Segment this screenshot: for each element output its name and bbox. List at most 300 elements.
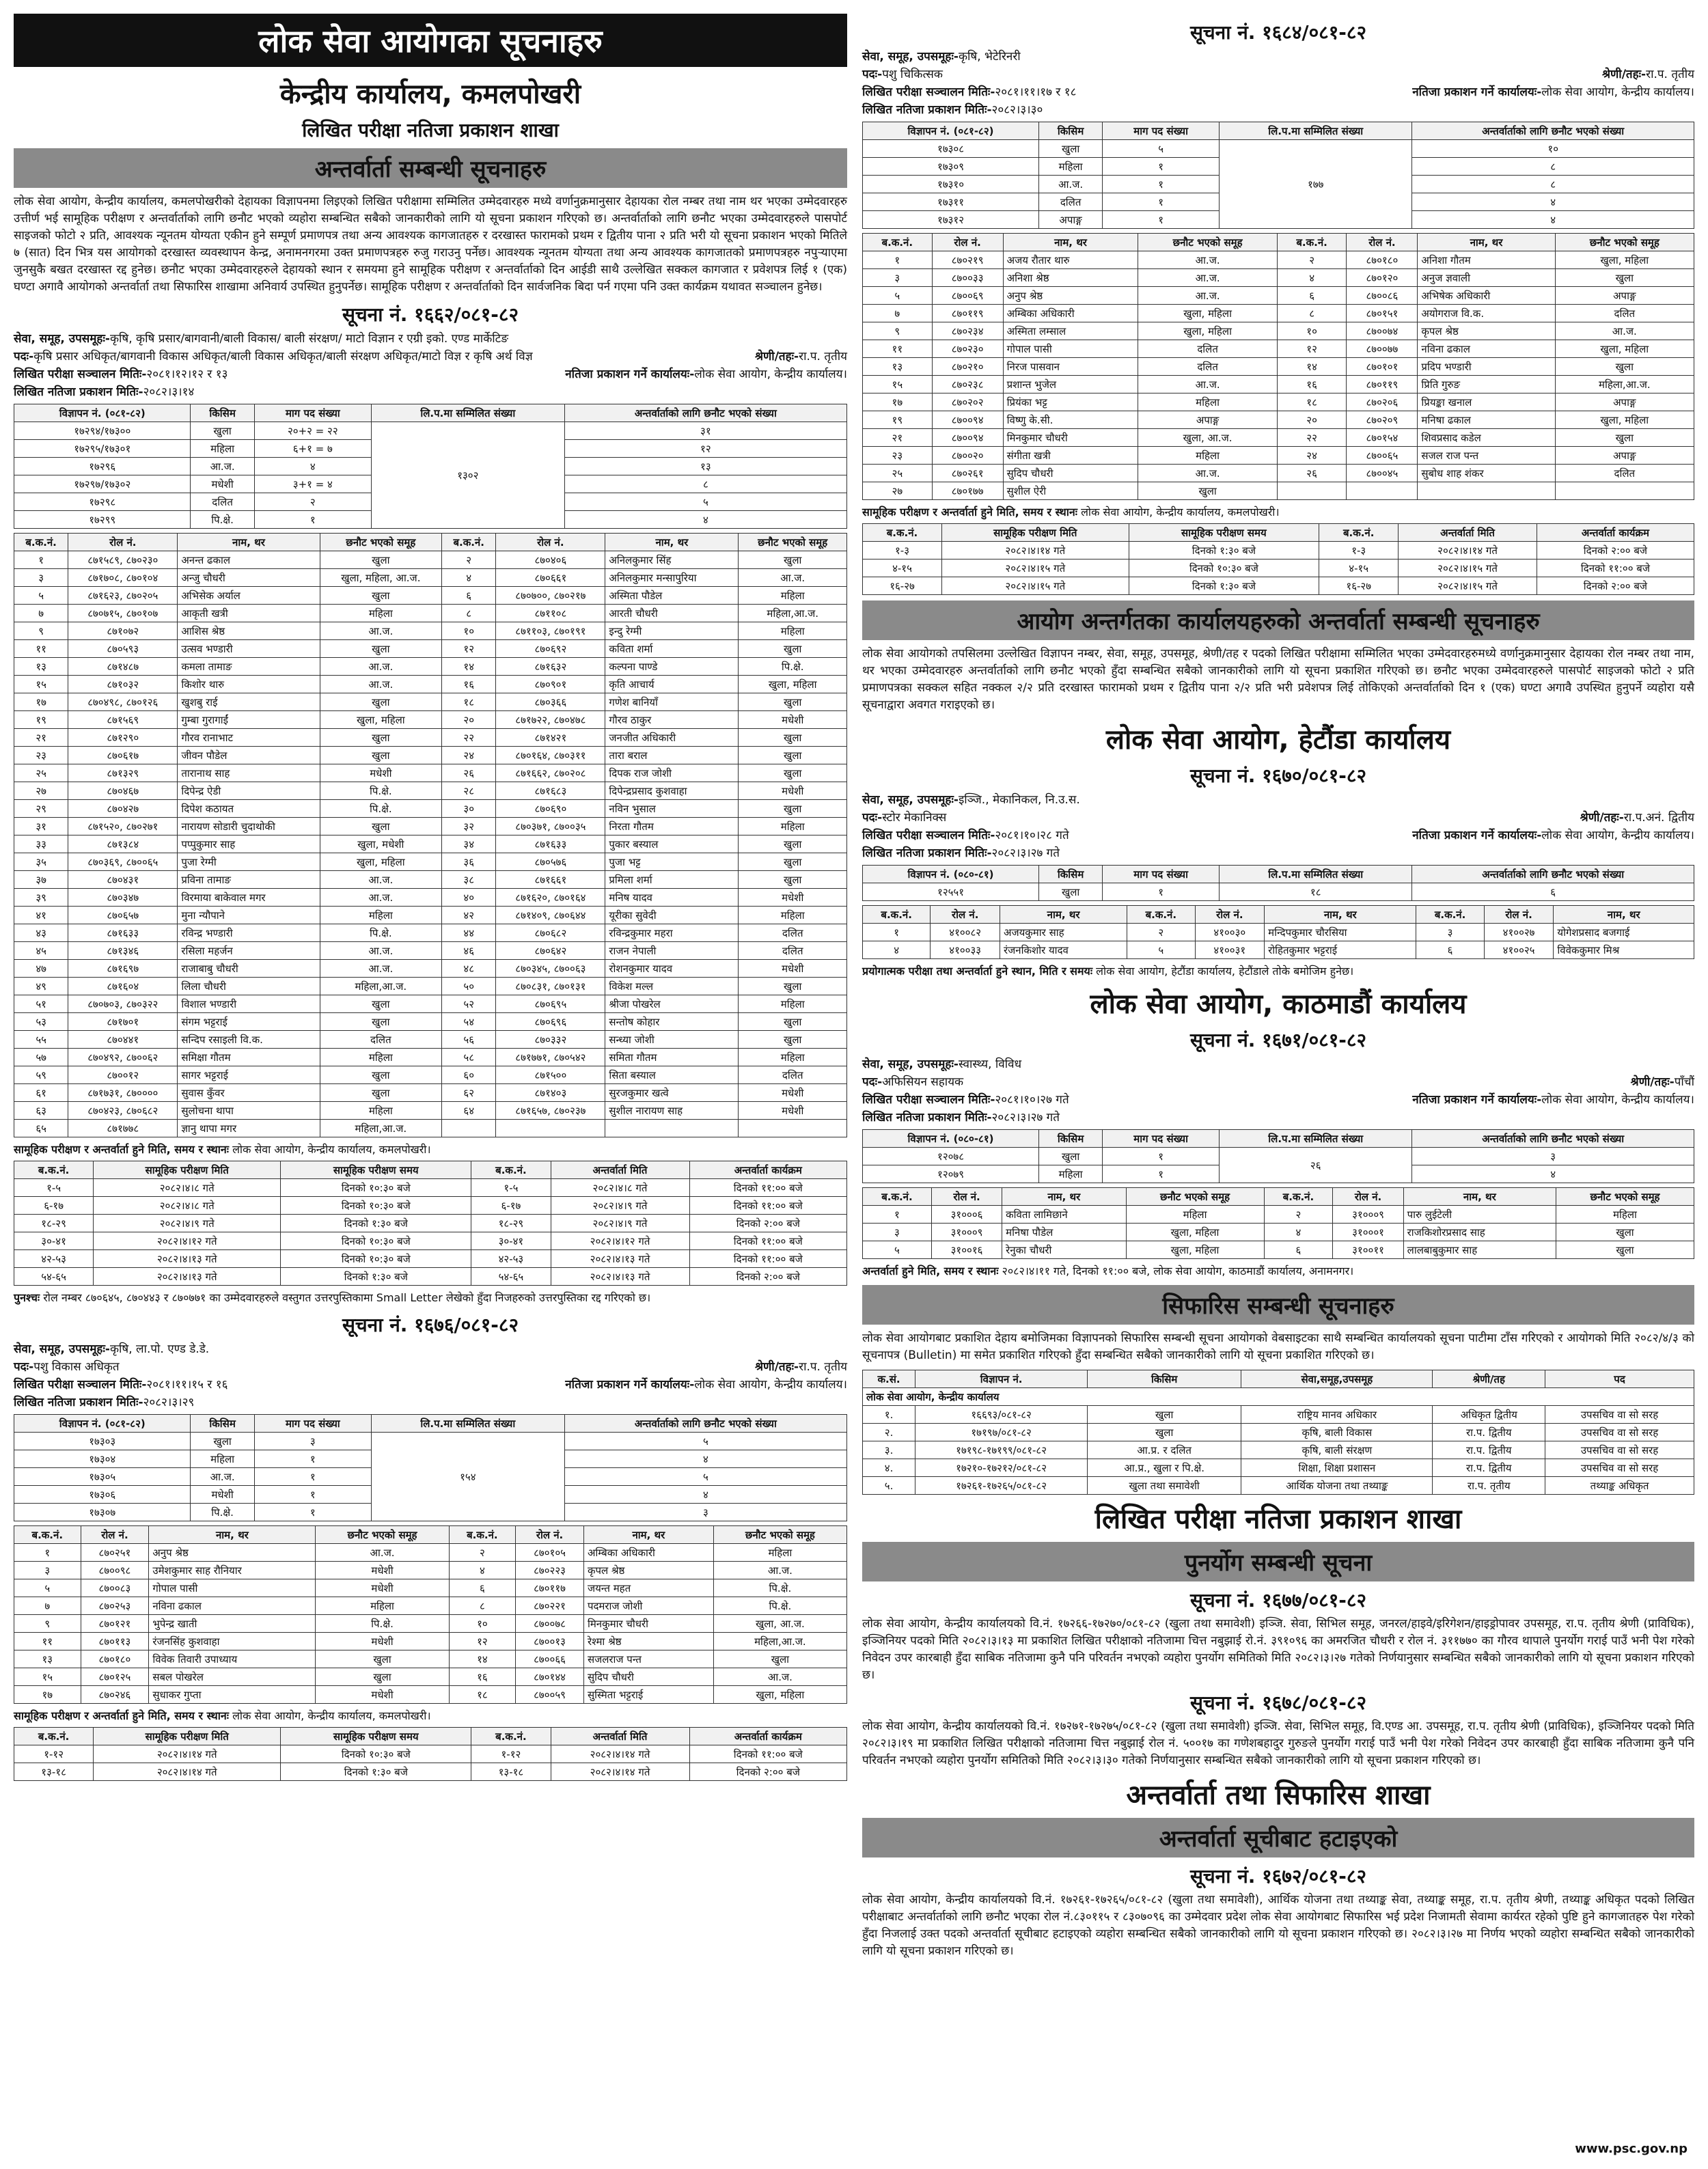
candidate-cell: २० bbox=[442, 711, 496, 729]
exam-date-value: २०८१।१२।१२ र १३ bbox=[146, 368, 228, 381]
schedule-cell: ४-१५ bbox=[863, 559, 942, 577]
candidate-cell: अपाङ्ग bbox=[1555, 393, 1694, 411]
candidate-row bbox=[14, 1562, 847, 1579]
schedule-cell: ४-१५ bbox=[1319, 559, 1399, 577]
schedule-header-cell: सामूहिक परीक्षण मिति bbox=[94, 1161, 281, 1179]
recommend-cell: उपसचिव वा सो सरह bbox=[1545, 1424, 1694, 1441]
candidate-cell: ३१०००६ bbox=[931, 1206, 1002, 1224]
candidate-row bbox=[14, 1597, 847, 1615]
candidate-cell: ८७०४९२, ८७००६२ bbox=[68, 1049, 178, 1066]
candidate-cell: सन्ध्या जोशी bbox=[605, 1031, 739, 1049]
candidate-cell: ९ bbox=[863, 322, 933, 340]
candidate-cell: खुला bbox=[320, 1013, 441, 1031]
publisher-field bbox=[1412, 827, 1694, 844]
candidate-cell: कविता शर्मा bbox=[605, 640, 739, 658]
candidate-cell: २ bbox=[1264, 1206, 1333, 1224]
result-date-value: २०८२।३।३० bbox=[991, 103, 1043, 117]
candidate-cell: ६३ bbox=[14, 1102, 68, 1120]
recommend-header-row bbox=[863, 1370, 1694, 1388]
advert-header-cell: लि.प.मा सम्मिलित संख्या bbox=[371, 404, 564, 422]
recommend-cell: उपसचिव वा सो सरह bbox=[1545, 1406, 1694, 1424]
candidate-cell: ७ bbox=[14, 1597, 81, 1615]
notice-meta-row bbox=[14, 1376, 847, 1394]
candidate-cell: अनुज ज्ञवाली bbox=[1418, 269, 1555, 287]
candidate-cell: १३ bbox=[863, 358, 933, 376]
candidate-header-cell: छनौट भएको समूह bbox=[739, 534, 847, 551]
candidate-cell: प्रविना तामाङ bbox=[178, 871, 320, 889]
candidate-header-cell: नाम, थर bbox=[1554, 906, 1694, 924]
candidate-cell: ज्ञानु थापा मगर bbox=[178, 1120, 320, 1137]
candidate-cell: सुदिप चौधरी bbox=[583, 1668, 713, 1686]
candidate-cell: १ bbox=[14, 551, 68, 569]
candidate-header-cell: ब.क.नं. bbox=[1127, 906, 1195, 924]
advert-table bbox=[14, 404, 847, 529]
schedule-cell: २०८२।४।१२ गते bbox=[94, 1232, 281, 1250]
class-value: रा.प. तृतीय bbox=[1646, 68, 1694, 81]
candidate-cell: ४८ bbox=[442, 960, 496, 978]
candidate-cell: २६ bbox=[1277, 465, 1347, 482]
schedule-cell: दिनको ११:०० बजे bbox=[689, 1745, 846, 1763]
recommend-cell: ३. bbox=[863, 1441, 915, 1459]
candidate-row bbox=[14, 676, 847, 693]
schedule-cell: १८-२९ bbox=[14, 1215, 94, 1232]
candidate-row bbox=[14, 693, 847, 711]
candidate-cell: ३५ bbox=[14, 853, 68, 871]
candidate-cell: १९ bbox=[863, 411, 933, 429]
candidate-cell: १ bbox=[863, 1206, 932, 1224]
candidate-cell: ८७००५९ bbox=[516, 1686, 584, 1704]
candidate-cell: ३ bbox=[863, 269, 933, 287]
candidate-cell: खुला, मधेशी bbox=[320, 835, 441, 853]
candidate-cell: सुस्मिता भट्टराई bbox=[583, 1686, 713, 1704]
removed-number: सूचना नं. १६७२/०८१-८२ bbox=[1189, 1865, 1367, 1888]
candidate-cell: ३२ bbox=[442, 818, 496, 835]
candidate-cell: प्रियङ्का खनाल bbox=[1418, 393, 1555, 411]
candidate-cell: ३१०००१ bbox=[1333, 1224, 1403, 1241]
advert-cell: १२०७९ bbox=[863, 1165, 1039, 1183]
candidate-row bbox=[14, 587, 847, 605]
schedule-cell: ४२-५३ bbox=[471, 1250, 551, 1268]
service-field bbox=[14, 330, 508, 348]
candidate-row bbox=[14, 1066, 847, 1084]
candidate-cell: ८७००३३ bbox=[932, 269, 1003, 287]
candidate-cell: १३ bbox=[14, 1650, 81, 1668]
recommend-cell: ५. bbox=[863, 1477, 915, 1495]
advert-header-cell: अन्तर्वार्ताको लागि छनौट भएको संख्या bbox=[564, 1415, 846, 1433]
schedule-cell: ६-१७ bbox=[471, 1197, 551, 1215]
candidate-cell: ८७०६६१ bbox=[496, 569, 605, 587]
advert-header-cell: किसिम bbox=[1039, 122, 1103, 140]
candidate-cell: खुला, महिला bbox=[1126, 1224, 1264, 1241]
result-date-field bbox=[862, 844, 1694, 862]
candidate-cell: ५ bbox=[863, 1241, 932, 1259]
candidate-header-cell: रोल नं. bbox=[1347, 234, 1418, 251]
candidate-row bbox=[863, 482, 1694, 500]
candidate-header-cell: रोल नं. bbox=[81, 1526, 149, 1544]
candidate-cell: सुवास कुँवर bbox=[178, 1084, 320, 1102]
post-value: अफिसियन सहायक bbox=[882, 1075, 964, 1089]
schedule-cell: दिनको ११:०० बजे bbox=[689, 1232, 846, 1250]
offices-intro: लोक सेवा आयोगको तपसिलमा उल्लेखित विज्ञापन नम्बर, सेवा, समूह, उपसमूह, श्रेणी/तह र पदको लिखित परीक्षामा सम्मिलित भएका उम्मेदवारहरुमध्ये वर्णानुक्रमानुसार देहायका रोल नम्बर तथा नाम, थर भएका उम्मेदवारहरु अन्तर्वार्ताको लागि छनौट भएको हुँदा सम्बन्धित सबैको जानकारीको लागि यो सूचना प्रकाशित गरिएको छ। छनौट भएका उम्मेदवारहरुले पासपोर्ट साइजको फोटो २ प्रति प्रमाणपत्रका सक्कल सहित नक्कल २/२ प्रति दरखास्त फारामको प्रथम र द्वितीय पाना २/२ प्रति भरी प्रवेशपत्र लिई तोकिएको अन्तर्वार्ताको दिन १ (एक) घण्टा अगावै उपस्थित हुनुपर्ने व्यहोरा यसै सूचनाद्वारा अवगत गराइएको छ। bbox=[862, 647, 1694, 712]
recommend-cell: १७२६१-१७२६५/०८१-८२ bbox=[915, 1477, 1088, 1495]
advert-cell: १ bbox=[254, 1504, 371, 1521]
advert-header-cell: विज्ञापन नं. (०८०-८१) bbox=[863, 866, 1039, 883]
candidate-cell: सुधाकर गुप्ता bbox=[149, 1686, 316, 1704]
schedule-cell: २०८२।४।१५ गते bbox=[942, 577, 1129, 595]
advert-cell: ४ bbox=[1412, 1165, 1694, 1183]
schedule-table bbox=[14, 1727, 847, 1781]
candidate-cell: आकृती खत्री bbox=[178, 605, 320, 622]
candidate-cell: ३८ bbox=[442, 871, 496, 889]
schedule-cell: १६-२७ bbox=[863, 577, 942, 595]
candidate-cell: खुला, महिला bbox=[1555, 411, 1694, 429]
candidate-cell: १४ bbox=[1277, 358, 1347, 376]
candidate-cell: ८७००९८ bbox=[81, 1562, 149, 1579]
candidate-cell: ८७०१०५ bbox=[516, 1544, 584, 1562]
candidate-cell bbox=[1347, 482, 1418, 500]
candidate-row bbox=[863, 287, 1694, 305]
notice-number: सूचना नं. १६७६/०८१-८२ bbox=[342, 1314, 519, 1336]
advert-header-cell: लि.प.मा सम्मिलित संख्या bbox=[1220, 122, 1412, 140]
candidate-row bbox=[863, 411, 1694, 429]
recommend-cell: २. bbox=[863, 1424, 915, 1441]
class-field bbox=[755, 348, 847, 365]
candidate-cell: ३६ bbox=[442, 853, 496, 871]
publisher-field bbox=[565, 365, 847, 383]
candidate-cell: निरज पासवान bbox=[1003, 358, 1138, 376]
candidate-cell: २२ bbox=[1277, 429, 1347, 447]
schedule-header-cell: सामूहिक परीक्षण समय bbox=[281, 1161, 471, 1179]
candidate-cell: राजाबाबु चौधरी bbox=[178, 960, 320, 978]
schedule-row bbox=[14, 1215, 847, 1232]
schedule-cell: दिनको १:३० बजे bbox=[281, 1763, 471, 1781]
candidate-cell: आ.ज. bbox=[320, 622, 441, 640]
schedule-header-cell: ब.क.नं. bbox=[14, 1728, 94, 1745]
candidate-cell: ८७१४०३ bbox=[496, 1084, 605, 1102]
candidate-cell: महिला bbox=[1138, 447, 1277, 465]
candidate-cell: मधेशी bbox=[739, 782, 847, 800]
candidate-cell: नविना ढकाल bbox=[1418, 340, 1555, 358]
candidate-cell: ४१००२५ bbox=[1484, 941, 1554, 959]
candidate-cell: ८७०२३४ bbox=[932, 322, 1003, 340]
candidate-cell: आ.ज. bbox=[320, 942, 441, 960]
schedule-header-cell: ब.क.नं. bbox=[863, 524, 942, 542]
schedule-cell: दिनको १०:३० बजे bbox=[281, 1197, 471, 1215]
schedule-cell: दिनको १:३० बजे bbox=[281, 1215, 471, 1232]
candidate-cell: जीवन पौडेल bbox=[178, 747, 320, 764]
candidate-cell: दिपेश कठायत bbox=[178, 800, 320, 818]
recommend-group-cell: लोक सेवा आयोग, केन्द्रीय कार्यालय bbox=[863, 1388, 1694, 1406]
candidate-row bbox=[14, 1084, 847, 1102]
candidate-header-cell: छनौट भएको समूह bbox=[713, 1526, 846, 1544]
schedule-table bbox=[862, 523, 1694, 595]
candidate-cell: ४१००२७ bbox=[1484, 924, 1554, 941]
candidate-cell: खुला bbox=[739, 1013, 847, 1031]
candidate-cell: नविना ढकाल bbox=[149, 1597, 316, 1615]
candidate-cell: ७ bbox=[14, 605, 68, 622]
candidate-cell: ८७०४६७ bbox=[68, 782, 178, 800]
advert-row bbox=[863, 140, 1694, 158]
candidate-header-cell: ब.क.नं. bbox=[14, 1526, 81, 1544]
candidate-cell: २७ bbox=[14, 782, 68, 800]
candidate-cell: ८७०२१० bbox=[932, 358, 1003, 376]
publisher-field bbox=[565, 1376, 847, 1394]
left-column bbox=[14, 14, 847, 2159]
candidate-cell: ८७१६९७ bbox=[68, 960, 178, 978]
candidate-cell: रंजनकिशोर यादव bbox=[1000, 941, 1127, 959]
candidate-cell: मनिषा पौडेल bbox=[1002, 1224, 1126, 1241]
schedule-cell: दिनको ११:०० बजे bbox=[689, 1250, 846, 1268]
post-field bbox=[862, 809, 946, 827]
candidate-cell: ८७०२०२ bbox=[932, 393, 1003, 411]
schedule-header-row bbox=[14, 1161, 847, 1179]
candidate-cell: विष्णु के.सी. bbox=[1003, 411, 1138, 429]
notice-1662 bbox=[14, 301, 847, 1286]
candidate-header-cell: रोल नं. bbox=[931, 906, 1000, 924]
advert-cell: आ.ज. bbox=[191, 458, 254, 475]
candidate-cell: ८७०३३२ bbox=[496, 1031, 605, 1049]
advert-cell: १ bbox=[254, 1468, 371, 1486]
venue-label: अन्तर्वार्ता हुने मिति, समय र स्थानः bbox=[862, 1265, 999, 1277]
candidate-cell: रसिला महर्जन bbox=[178, 942, 320, 960]
candidate-cell: ८७१७७१, ८७०५४२ bbox=[496, 1049, 605, 1066]
recommend-header-cell: श्रेणी/तह bbox=[1433, 1370, 1545, 1388]
candidate-cell: खुला, महिला bbox=[713, 1686, 846, 1704]
candidate-cell bbox=[496, 1120, 605, 1137]
candidate-cell: ८७०३६९, ८७००६५ bbox=[68, 853, 178, 871]
candidate-cell: ८७०३४७ bbox=[68, 889, 178, 907]
candidate-cell: ८७१४८७ bbox=[68, 658, 178, 676]
advert-cell: मधेशी bbox=[191, 1486, 254, 1504]
candidate-cell: ४३ bbox=[14, 924, 68, 942]
schedule-cell: २०८२।४।१३ गते bbox=[551, 1268, 689, 1286]
advert-header-cell: माग पद संख्या bbox=[1103, 122, 1220, 140]
candidate-cell: २६ bbox=[442, 764, 496, 782]
service-label: सेवा, समूह, उपसमूहः- bbox=[862, 793, 959, 807]
candidate-cell: ८७१५०० bbox=[496, 1066, 605, 1084]
candidate-cell: ८७१६३२ bbox=[496, 658, 605, 676]
candidate-cell: ८७०४९८, ८७०१२६ bbox=[68, 693, 178, 711]
candidate-row bbox=[14, 942, 847, 960]
schedule-cell: दिनको १०:३० बजे bbox=[1129, 559, 1319, 577]
schedule-cell: १-३ bbox=[1319, 542, 1399, 559]
candidate-row bbox=[14, 1668, 847, 1686]
class-field bbox=[1631, 1073, 1694, 1091]
notice-number: सूचना नं. १६८४/०८१-८२ bbox=[1189, 21, 1367, 44]
candidate-cell: ३ bbox=[14, 1562, 81, 1579]
candidate-cell: खुला bbox=[320, 995, 441, 1013]
candidate-row bbox=[863, 269, 1694, 287]
candidate-row bbox=[863, 1224, 1694, 1241]
candidate-cell: अपाङ्ग bbox=[1138, 411, 1277, 429]
candidate-cell: ८७०८३१, ८७०१३१ bbox=[496, 978, 605, 995]
schedule-header-row bbox=[863, 524, 1694, 542]
candidate-cell: ६२ bbox=[442, 1084, 496, 1102]
candidate-cell: सागर भट्टराई bbox=[178, 1066, 320, 1084]
advert-header-cell: किसिम bbox=[1039, 866, 1103, 883]
recommend-cell: १. bbox=[863, 1406, 915, 1424]
service-label: सेवा, समूह, उपसमूहः- bbox=[14, 332, 110, 346]
advert-cell: १७३०८ bbox=[863, 140, 1039, 158]
candidate-cell: लालबाबुकुमार साह bbox=[1403, 1241, 1556, 1259]
candidate-row bbox=[14, 871, 847, 889]
venue-label: सामूहिक परीक्षण र अन्तर्वार्ता हुने मिति, समय र स्थानः bbox=[14, 1709, 229, 1722]
candidate-cell: १८ bbox=[442, 693, 496, 711]
advert-header-cell: किसिम bbox=[191, 404, 254, 422]
schedule-cell: दिनको २:०० बजे bbox=[689, 1268, 846, 1286]
candidate-cell: मनिषा ढकाल bbox=[1418, 411, 1555, 429]
result-date-label: लिखित नतिजा प्रकाशन मितिः- bbox=[14, 1396, 143, 1409]
candidate-row bbox=[14, 1013, 847, 1031]
recommend-cell: आर्थिक योजना तथा तथ्याङ्क bbox=[1241, 1477, 1433, 1495]
candidate-cell: १० bbox=[1277, 322, 1347, 340]
candidate-cell: ८७०४४१ bbox=[68, 1031, 178, 1049]
hetauda-title: लोक सेवा आयोग, हेटौंडा कार्यालय bbox=[1105, 724, 1451, 756]
candidate-cell: आशिस श्रेष्ठ bbox=[178, 622, 320, 640]
candidate-row bbox=[14, 818, 847, 835]
candidate-row bbox=[14, 907, 847, 924]
candidate-cell: पि.क्षे. bbox=[320, 782, 441, 800]
candidate-header-cell: नाम, थर bbox=[178, 534, 320, 551]
candidate-cell: ८७००९४ bbox=[932, 411, 1003, 429]
footnote bbox=[14, 1290, 847, 1306]
advert-cell: १७२९६ bbox=[14, 458, 191, 475]
candidate-cell: ५९ bbox=[14, 1066, 68, 1084]
candidate-cell: ८७०१०१ bbox=[1347, 358, 1418, 376]
candidate-cell: गणेश बानियाँ bbox=[605, 693, 739, 711]
candidate-cell: योगेशप्रसाद बजगाई bbox=[1554, 924, 1694, 941]
notice-meta-row bbox=[14, 330, 847, 348]
advert-cell: १२०७८ bbox=[863, 1148, 1039, 1165]
candidate-cell: खुला, महिला bbox=[1126, 1241, 1264, 1259]
advert-row bbox=[14, 1433, 847, 1450]
candidate-cell: ८७०१५१ bbox=[1347, 305, 1418, 322]
reuse2-number: सूचना नं. १६७८/०८१-८२ bbox=[1189, 1691, 1367, 1714]
advert-row bbox=[14, 422, 847, 440]
candidate-cell: ४९ bbox=[14, 978, 68, 995]
exam-date-label: लिखित परीक्षा सञ्चालन मितिः- bbox=[862, 85, 995, 99]
candidate-cell: ८७०३७१, ८७००३५ bbox=[496, 818, 605, 835]
candidate-cell: १३ bbox=[14, 658, 68, 676]
schedule-row bbox=[14, 1250, 847, 1268]
advert-cell: खुला bbox=[1039, 1148, 1103, 1165]
recommend-cell: अधिकृत द्वितीय bbox=[1433, 1406, 1545, 1424]
candidate-cell: ८७०४२३, ८७०६८२ bbox=[68, 1102, 178, 1120]
schedule-header-cell: सामूहिक परीक्षण मिति bbox=[942, 524, 1129, 542]
advert-header-row bbox=[863, 1130, 1694, 1148]
candidate-header-cell: छनौट भएको समूह bbox=[316, 1526, 449, 1544]
class-value: रा.प. तृतीय bbox=[799, 1360, 847, 1374]
advert-cell: १ bbox=[254, 1486, 371, 1504]
post-label: पदः- bbox=[14, 350, 34, 363]
schedule-cell: दिनको २:०० बजे bbox=[689, 1215, 846, 1232]
candidate-cell: मुना न्यौपाने bbox=[178, 907, 320, 924]
candidate-header-cell: नाम, थर bbox=[1000, 906, 1127, 924]
candidate-cell: १ bbox=[863, 924, 931, 941]
candidate-cell: मधेशी bbox=[316, 1686, 449, 1704]
candidate-row bbox=[863, 429, 1694, 447]
schedule-cell: ३०-४१ bbox=[471, 1232, 551, 1250]
advert-header-cell: लि.प.मा सम्मिलित संख्या bbox=[371, 1415, 564, 1433]
candidate-cell: ५२ bbox=[442, 995, 496, 1013]
candidate-cell: राजकिशोरप्रसाद साह bbox=[1403, 1224, 1556, 1241]
candidate-header-cell: नाम, थर bbox=[583, 1526, 713, 1544]
candidate-cell: ८७०९०१ bbox=[496, 676, 605, 693]
website-url[interactable]: www.psc.gov.np bbox=[1575, 2142, 1688, 2156]
office-heading: केन्द्रीय कार्यालय, कमलपोखरी bbox=[279, 79, 581, 110]
advert-cell: ६ bbox=[1412, 883, 1694, 901]
candidate-cell: आ.ज. bbox=[713, 1562, 846, 1579]
branch-heading: लिखित परीक्षा नतिजा प्रकाशन शाखा bbox=[302, 119, 559, 141]
candidate-cell: ६ bbox=[1264, 1241, 1333, 1259]
candidate-cell: ८७००४५ bbox=[1347, 465, 1418, 482]
advert-header-cell: अन्तर्वार्ताको लागि छनौट भएको संख्या bbox=[564, 404, 846, 422]
candidate-row bbox=[863, 376, 1694, 393]
recommend-body bbox=[863, 1388, 1694, 1495]
candidate-cell: ५४ bbox=[442, 1013, 496, 1031]
candidate-cell: ८७०७००, ८७०२१७ bbox=[496, 587, 605, 605]
candidate-cell: खुला, आ.ज. bbox=[713, 1615, 846, 1633]
candidate-cell: ३४ bbox=[442, 835, 496, 853]
candidate-cell: ५ bbox=[863, 287, 933, 305]
candidate-cell: महिला bbox=[320, 1049, 441, 1066]
candidate-cell: ३३ bbox=[14, 835, 68, 853]
service-label: सेवा, समूह, उपसमूहः- bbox=[862, 1058, 959, 1071]
candidate-cell: ११ bbox=[14, 640, 68, 658]
candidate-header-row bbox=[14, 534, 847, 551]
schedule-cell: २०८२।४।१५ गते bbox=[1399, 559, 1537, 577]
candidate-cell: ८७११०८ bbox=[496, 605, 605, 622]
candidate-cell: ५५ bbox=[14, 1031, 68, 1049]
advert-cell: मधेशी bbox=[191, 475, 254, 493]
candidate-cell: महिला bbox=[1138, 393, 1277, 411]
candidate-row bbox=[14, 978, 847, 995]
advert-cell: दलित bbox=[1039, 193, 1103, 211]
candidate-row bbox=[14, 853, 847, 871]
recommend-header-cell: विज्ञापन नं. bbox=[915, 1370, 1088, 1388]
advert-total-cell: १३०२ bbox=[371, 422, 564, 529]
candidate-cell: आ.ज. bbox=[320, 676, 441, 693]
candidate-cell: ५० bbox=[442, 978, 496, 995]
candidate-cell: ८७०११९ bbox=[1347, 376, 1418, 393]
candidate-cell: १६ bbox=[1277, 376, 1347, 393]
advert-cell: खुला bbox=[1039, 140, 1103, 158]
venue-line bbox=[862, 1263, 1694, 1280]
advert-cell: आ.ज. bbox=[191, 1468, 254, 1486]
candidate-cell: १७ bbox=[863, 393, 933, 411]
recommend-cell: रा.प. द्वितीय bbox=[1433, 1424, 1545, 1441]
candidate-cell: मधेशी bbox=[739, 960, 847, 978]
candidate-header-cell: ब.क.नं. bbox=[1277, 234, 1347, 251]
candidate-cell: अम्बिका अधिकारी bbox=[583, 1544, 713, 1562]
advert-cell: दलित bbox=[191, 493, 254, 511]
candidate-cell: ८७०२०९ bbox=[1347, 411, 1418, 429]
candidate-cell: ४७ bbox=[14, 960, 68, 978]
candidate-cell: महिला bbox=[1556, 1206, 1694, 1224]
result-date-field bbox=[14, 1394, 847, 1411]
recommend-cell: राष्ट्रिय मानव अधिकार bbox=[1241, 1406, 1433, 1424]
candidate-cell: ८७०६९२ bbox=[496, 640, 605, 658]
recommend-cell: उपसचिव वा सो सरह bbox=[1545, 1441, 1694, 1459]
service-value: स्वास्थ्य, विविध bbox=[958, 1058, 1022, 1071]
candidate-cell: सुरजकुमार खत्वे bbox=[605, 1084, 739, 1102]
candidate-cell: रोहितकुमार भट्टराई bbox=[1265, 941, 1416, 959]
candidate-header-row bbox=[863, 234, 1694, 251]
candidate-cell: आ.ज. bbox=[320, 889, 441, 907]
candidate-cell: अभिसेक अर्याल bbox=[178, 587, 320, 605]
publisher-field bbox=[1412, 83, 1694, 101]
candidate-cell: ८७०२२३ bbox=[516, 1562, 584, 1579]
